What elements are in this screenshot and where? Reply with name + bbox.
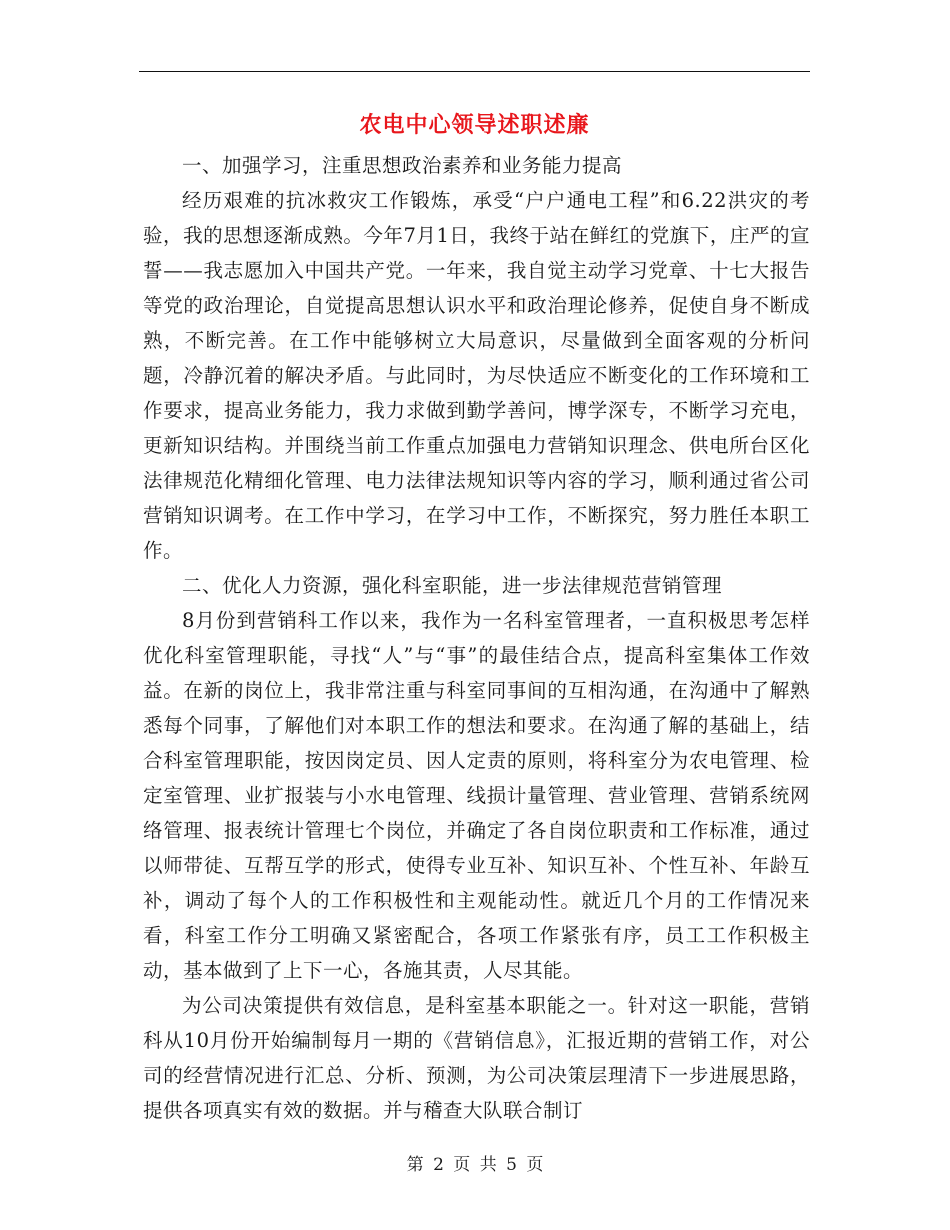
document-title: 农电中心领导述职述廉 — [359, 112, 590, 138]
body-paragraph: 为公司决策提供有效信息，是科室基本职能之一。针对这一职能，营销科从10月份开始编制每月一期的《营销信息》，汇报近期的营销工作，对公司的经营情况进行汇总、分析、预测，为公司决策层理清下一步进展思路，提供各项真实有效的数据。并与稽查大队联合制订 — [143, 994, 810, 1122]
document-body — [143, 148, 810, 1128]
body-paragraph: 经历艰难的抗冰救灾工作锻炼，承受“户户通电工程”和6.22洪灾的考验，我的思想逐渐成熟。今年7月1日，我终于站在鲜红的党旗下，庄严的宣誓——我志愿加入中国共产党。一年来，我自觉主动学习党章、十七大报告等党的政治理论，自觉提高思想认识水平和政治理论修养，促使自身不断成熟，不断完善。在工作中能够树立大局意识，尽量做到全面客观的分析问题，冷静沉着的解决矛盾。与此同时，为尽快适应不断变化的工作环境和工作要求，提高业务能力，我力求做到勤学善问，博学深专，不断学习充电，更新知识结构。并围绕当前工作重点加强电力营销知识理念、供电所台区化法律规范化精细化管理、电力法律法规知识等内容的学习，顺利通过省公司营销知识调考。在工作中学习，在学习中工作，不断探究，努力胜任本职工作。 — [143, 189, 810, 562]
body-paragraph: 8月份到营销科工作以来，我作为一名科室管理者，一直积极思考怎样优化科室管理职能，寻找“人”与“事”的最佳结合点，提高科室集体工作效益。在新的岗位上，我非常注重与科室同事间的互相沟通，在沟通中了解熟悉每个同事，了解他们对本职工作的想法和要求。在沟通了解的基础上，结合科室管理职能，按因岗定员、因人定责的原则，将科室分为农电管理、检定室管理、业扩报装与小水电管理、线损计量管理、营业管理、营销系统网络管理、报表统计管理七个岗位，并确定了各自岗位职责和工作标准，通过以师带徒、互帮互学的形式，使得专业互补、知识互补、个性互补、年龄互补，调动了每个人的工作积极性和主观能动性。就近几个月的工作情况来看，科室工作分工明确又紧密配合，各项工作紧张有序，员工工作积极主动，基本做到了上下一心，各施其责，人尽其能。 — [143, 609, 810, 982]
header-rule — [139, 71, 810, 72]
section-heading-1: 一、加强学习，注重思想政治素养和业务能力提高 — [182, 154, 623, 177]
page-number: 第 2 页 共 5 页 — [406, 1155, 544, 1175]
section-heading-2: 二、优化人力资源，强化科室职能，进一步法律规范营销管理 — [182, 574, 723, 597]
